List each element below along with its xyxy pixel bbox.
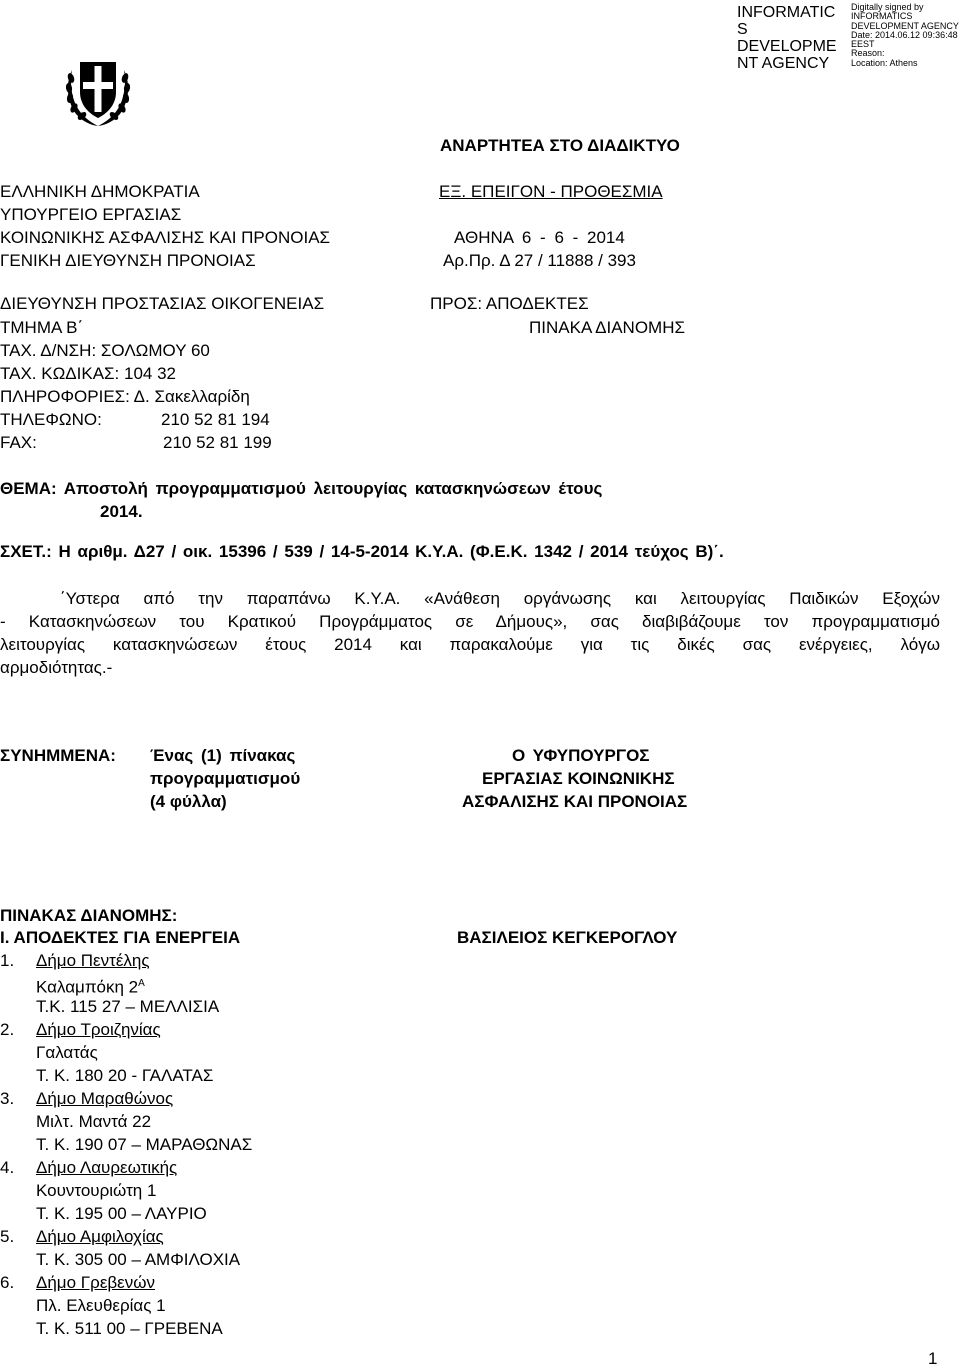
recipient-postcode: Τ. Κ. 511 00 – ΓΡΕΒΕΝΑ bbox=[36, 1319, 223, 1338]
signatory-title: ΕΡΓΑΣΙΑΣ ΚΟΙΝΩΝΙΚΗΣ bbox=[482, 769, 675, 788]
header-contact: ΠΛΗΡΟΦΟΡΙΕΣ: Δ. Σακελλαρίδη bbox=[0, 387, 250, 406]
recipient-number: 6. bbox=[0, 1273, 15, 1292]
body-line: - Κατασκηνώσεων του Κρατικού Προγράμματος σε Δήμους», σας διαβιβάζουμε τον προγραμματισμό bbox=[0, 612, 940, 631]
body-line: αρμοδιότητας.- bbox=[0, 658, 113, 677]
signatory-name: ΒΑΣΙΛΕΙΟΣ ΚΕΓΚΕΡΟΓΛΟΥ bbox=[457, 928, 678, 947]
header-phone-label: ΤΗΛΕΦΩΝΟ: bbox=[0, 410, 102, 429]
signature-detail-line: DEVELOPMENT AGENCY bbox=[851, 20, 959, 31]
recipient-address: Πλ. Ελευθερίας 1 bbox=[36, 1296, 166, 1315]
body-line: λειτουργίας κατασκηνώσεων έτους 2014 και παρακαλούμε για τις δικές σας ενέργειες, λόγω bbox=[0, 635, 940, 654]
signature-detail-line: Digitally signed by bbox=[851, 2, 924, 12]
posting-notice: ΑΝΑΡΤΗΤΕΑ ΣΤΟ ΔΙΑΔΙΚΤΥΟ bbox=[440, 136, 680, 155]
attachment-line: (4 φύλλα) bbox=[150, 792, 227, 811]
recipient-name: Δήμο Μαραθώνος bbox=[36, 1089, 174, 1108]
recipient-name: Δήμο Λαυρεωτικής bbox=[36, 1158, 178, 1177]
recipient-number: 4. bbox=[0, 1158, 15, 1177]
recipient-address: Μιλτ. Μαντά 22 bbox=[36, 1112, 152, 1131]
subject-line-year: 2014. bbox=[100, 502, 143, 521]
signature-detail-line: EEST bbox=[851, 39, 875, 50]
header-department: ΤΜΗΜΑ Β΄ bbox=[0, 318, 84, 337]
greek-coat-of-arms-seal bbox=[62, 52, 134, 128]
signature-details bbox=[851, 3, 959, 68]
signatory-title: ΑΣΦΑΛΙΣΗΣ ΚΑΙ ΠΡΟΝΟΙΑΣ bbox=[462, 792, 688, 811]
recipient-postcode: Τ.Κ. 115 27 – ΜΕΛΛΙΣΙΑ bbox=[36, 997, 220, 1016]
recipient-number: 1. bbox=[0, 951, 15, 970]
recipient-number: 5. bbox=[0, 1227, 15, 1246]
recipient-address-superscript: Α bbox=[138, 978, 145, 989]
signatory-title: Ο ΥΦΥΠΟΥΡΓΟΣ bbox=[512, 746, 650, 765]
header-fax-label: FAX: bbox=[0, 433, 37, 452]
header-ministry: ΥΠΟΥΡΓΕΙΟ ΕΡΓΑΣΙΑΣ bbox=[0, 205, 182, 224]
coat-of-arms-graphic bbox=[62, 52, 134, 128]
recipients-sublabel: ΠΙΝΑΚΑ ΔΙΑΝΟΜΗΣ bbox=[529, 318, 686, 337]
reference-line: ΣΧΕΤ.: Η αριθμ. Δ27 / οικ. 15396 / 539 / 14-5-2014 Κ.Υ.Α. (Φ.Ε.Κ. 1342 / 2014 τεύχος Β)΄. bbox=[0, 542, 724, 561]
recipient-postcode: Τ. Κ. 195 00 – ΛΑΥΡΙΟ bbox=[36, 1204, 207, 1223]
header-directorate: ΔΙΕΥΘΥΝΣΗ ΠΡΟΣΤΑΣΙΑΣ ΟΙΚΟΓΕΝΕΙΑΣ bbox=[0, 294, 325, 313]
header-address: ΤΑΧ. Δ/ΝΣΗ: ΣΟΛΩΜΟΥ 60 bbox=[0, 341, 210, 360]
header-phone-value: 210 52 81 194 bbox=[161, 410, 270, 429]
signature-detail-line: Reason: bbox=[851, 48, 885, 59]
body-text: ΄Υστερα από την παραπάνω Κ.Υ.Α. «Ανάθεση οργάνωσης και λειτουργίας Παιδικών Εξοχών bbox=[60, 589, 940, 608]
attachment-line: Ένας (1) πίνακας bbox=[150, 746, 296, 765]
recipients-label: ΠΡΟΣ: ΑΠΟΔΕΚΤΕΣ bbox=[430, 294, 589, 313]
urgency-deadline-label: ΕΞ. ΕΠΕΙΓΟΝ - ΠΡΟΘΕΣΜΙΑ bbox=[439, 182, 663, 201]
signature-agency-line: INFORMATIC bbox=[737, 4, 836, 21]
header-fax-value: 210 52 81 199 bbox=[163, 433, 272, 452]
recipient-address bbox=[36, 973, 145, 999]
header-postcode: ΤΑΧ. ΚΩΔΙΚΑΣ: 104 32 bbox=[0, 364, 177, 383]
recipient-number: 3. bbox=[0, 1089, 15, 1108]
header-ministry-cont: ΚΟΙΝΩΝΙΚΗΣ ΑΣΦΑΛΙΣΗΣ ΚΑΙ ΠΡΟΝΟΙΑΣ bbox=[0, 228, 331, 247]
recipient-name: Δήμο Γρεβενών bbox=[36, 1273, 156, 1292]
header-republic: ΕΛΛΗΝΙΚΗ ΔΗΜΟΚΡΑΤΙΑ bbox=[0, 182, 200, 201]
header-general-directorate: ΓΕΝΙΚΗ ΔΙΕΥΘΥΝΣΗ ΠΡΟΝΟΙΑΣ bbox=[0, 251, 256, 270]
signature-detail-line: INFORMATICS bbox=[851, 11, 913, 22]
recipient-name: Δήμο Τροιζηνίας bbox=[36, 1020, 161, 1039]
recipient-address: Κουντουριώτη 1 bbox=[36, 1181, 157, 1200]
recipient-address: Γαλατάς bbox=[36, 1043, 98, 1062]
signature-detail-line: Location: Athens bbox=[851, 57, 918, 68]
recipient-postcode: Τ. Κ. 180 20 - ΓΑΛΑΤΑΣ bbox=[36, 1066, 214, 1085]
signature-agency-line: S bbox=[737, 21, 748, 38]
signature-agency-name bbox=[737, 4, 837, 72]
signature-agency-line: NT AGENCY bbox=[737, 55, 830, 72]
attachment-line: προγραμματισμού bbox=[150, 769, 301, 788]
distribution-title: ΠΙΝΑΚΑΣ ΔΙΑΝΟΜΗΣ: bbox=[0, 906, 178, 925]
protocol-number: Αρ.Πρ. Δ 27 / 11888 / 393 bbox=[443, 251, 636, 270]
recipient-number: 2. bbox=[0, 1020, 15, 1039]
body-line bbox=[0, 588, 940, 610]
attachments-label: ΣΥΝΗΜΜΕΝΑ: bbox=[0, 746, 116, 765]
distribution-section: Ι. ΑΠΟΔΕΚΤΕΣ ΓΙΑ ΕΝΕΡΓΕΙΑ bbox=[0, 928, 241, 947]
recipient-name: Δήμο Πεντέλης bbox=[36, 951, 150, 970]
page-number: 1 bbox=[928, 1349, 938, 1368]
recipient-postcode: Τ. Κ. 190 07 – ΜΑΡΑΘΩΝΑΣ bbox=[36, 1135, 253, 1154]
recipient-postcode: Τ. Κ. 305 00 – ΑΜΦΙΛΟΧΙΑ bbox=[36, 1250, 241, 1269]
recipient-name: Δήμο Αμφιλοχίας bbox=[36, 1227, 164, 1246]
signature-detail-line: Date: 2014.06.12 09:36:48 bbox=[851, 29, 958, 40]
subject-line: ΘΕΜΑ: Αποστολή προγραμματισμού λειτουργίας κατασκηνώσεων έτους bbox=[0, 479, 603, 498]
signature-agency-line: DEVELOPME bbox=[737, 38, 837, 55]
document-date: ΑΘΗΝΑ 6 - 6 - 2014 bbox=[454, 228, 625, 247]
recipient-address-text: Καλαμπόκη 2 bbox=[36, 977, 139, 997]
